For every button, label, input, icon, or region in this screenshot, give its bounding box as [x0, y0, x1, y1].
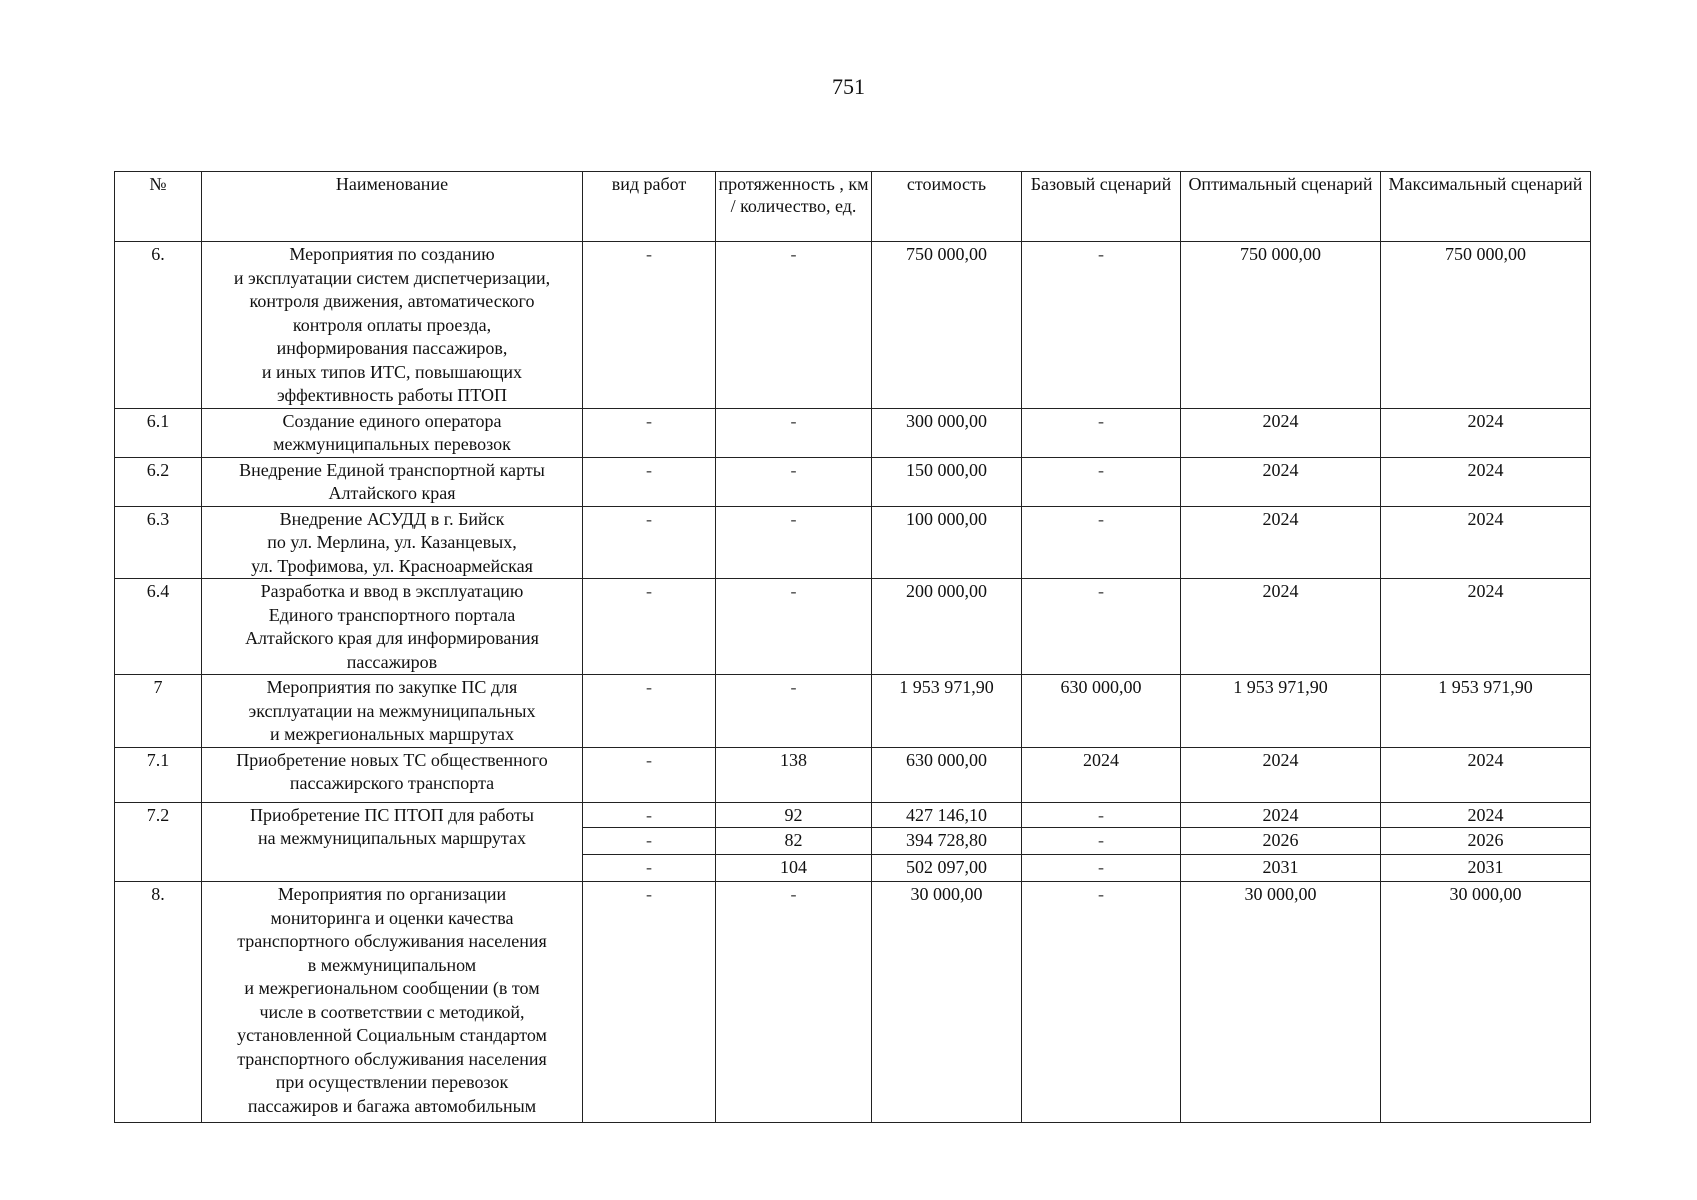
col-header-work-type: вид работ	[583, 172, 716, 242]
cell-length: -	[716, 408, 872, 457]
cell-length: -	[716, 506, 872, 579]
measures-table	[114, 171, 1591, 1123]
cell-optimal: 2024	[1181, 506, 1381, 579]
table-row	[115, 457, 1591, 506]
table-row	[115, 408, 1591, 457]
cell-number: 7.1	[115, 747, 202, 802]
cell-max: 2024	[1381, 579, 1591, 675]
cell-name: Мероприятия по созданию и эксплуатации систем диспетчеризации, контроля движения, автоматического контроля оплаты проезда, информирования пассажиров, и иных типов ИТС, повышающих эффективность работы ПТОП	[202, 242, 583, 409]
cell-length: -	[716, 882, 872, 1123]
header-row	[115, 172, 1591, 242]
cell-cost: 630 000,00	[872, 747, 1022, 802]
page-number: 751	[832, 74, 865, 99]
cell-name: Создание единого оператора межмуниципальных перевозок	[202, 408, 583, 457]
cell-base: -	[1022, 828, 1181, 855]
cell-name: Мероприятия по организации мониторинга и оценки качества транспортного обслуживания населения в межмуниципальном и межрегиональном сообщении (в том числе в соответствии с методикой, установленной Социальным стандартом транспортного обслуживания населения при осуществлении перевозок пассажиров и багажа автомобильным	[202, 882, 583, 1123]
table-row	[115, 802, 1591, 828]
table-row	[115, 506, 1591, 579]
cell-max: 30 000,00	[1381, 882, 1591, 1123]
cell-cost: 502 097,00	[872, 855, 1022, 882]
cell-number: 6.2	[115, 457, 202, 506]
cell-work: -	[583, 855, 716, 882]
cell-max: 2024	[1381, 457, 1591, 506]
cell-base: -	[1022, 457, 1181, 506]
cell-name: Приобретение новых ТС общественного пассажирского транспорта	[202, 747, 583, 802]
col-header-number: №	[115, 172, 202, 242]
cell-name: Внедрение АСУДД в г. Бийск по ул. Мерлина, ул. Казанцевых, ул. Трофимова, ул. Красноармейская	[202, 506, 583, 579]
cell-length: -	[716, 242, 872, 409]
cell-work: -	[583, 675, 716, 748]
cell-work: -	[583, 747, 716, 802]
cell-cost: 394 728,80	[872, 828, 1022, 855]
cell-base: -	[1022, 882, 1181, 1123]
cell-work: -	[583, 802, 716, 828]
cell-cost: 100 000,00	[872, 506, 1022, 579]
cell-number: 6.3	[115, 506, 202, 579]
col-header-optimal: Оптимальный сценарий	[1181, 172, 1381, 242]
col-header-base: Базовый сценарий	[1022, 172, 1181, 242]
cell-cost: 1 953 971,90	[872, 675, 1022, 748]
cell-number: 8.	[115, 882, 202, 1123]
cell-work: -	[583, 828, 716, 855]
col-header-name: Наименование	[202, 172, 583, 242]
cell-number: 6.	[115, 242, 202, 409]
cell-max: 2026	[1381, 828, 1591, 855]
cell-max: 2024	[1381, 408, 1591, 457]
cell-base: -	[1022, 855, 1181, 882]
col-header-max: Максимальный сценарий	[1381, 172, 1591, 242]
cell-work: -	[583, 579, 716, 675]
cell-optimal: 2031	[1181, 855, 1381, 882]
cell-optimal: 2026	[1181, 828, 1381, 855]
cell-base: 630 000,00	[1022, 675, 1181, 748]
cell-max: 1 953 971,90	[1381, 675, 1591, 748]
cell-cost: 750 000,00	[872, 242, 1022, 409]
cell-cost: 150 000,00	[872, 457, 1022, 506]
cell-number: 7	[115, 675, 202, 748]
cell-max: 2024	[1381, 506, 1591, 579]
cell-length: -	[716, 579, 872, 675]
cell-cost: 200 000,00	[872, 579, 1022, 675]
cell-max: 2024	[1381, 802, 1591, 828]
cell-name: Разработка и ввод в эксплуатацию Единого транспортного портала Алтайского края для информирования пассажиров	[202, 579, 583, 675]
cell-base: -	[1022, 579, 1181, 675]
cell-number: 6.1	[115, 408, 202, 457]
table-row	[115, 882, 1591, 1123]
cell-base: 2024	[1022, 747, 1181, 802]
cell-max: 2031	[1381, 855, 1591, 882]
cell-cost: 427 146,10	[872, 802, 1022, 828]
col-header-length: протяженность , км / количество, ед.	[716, 172, 872, 242]
table-row	[115, 579, 1591, 675]
cell-base: -	[1022, 408, 1181, 457]
cell-number: 7.2	[115, 802, 202, 882]
cell-optimal: 750 000,00	[1181, 242, 1381, 409]
cell-length: 104	[716, 855, 872, 882]
cell-length: 92	[716, 802, 872, 828]
cell-length: -	[716, 675, 872, 748]
cell-length: 138	[716, 747, 872, 802]
cell-base: -	[1022, 242, 1181, 409]
cell-work: -	[583, 882, 716, 1123]
cell-name: Приобретение ПС ПТОП для работы на межмуниципальных маршрутах	[202, 802, 583, 882]
cell-work: -	[583, 457, 716, 506]
col-header-cost: стоимость	[872, 172, 1022, 242]
cell-length: -	[716, 457, 872, 506]
cell-optimal: 2024	[1181, 457, 1381, 506]
table-row	[115, 675, 1591, 748]
cell-cost: 30 000,00	[872, 882, 1022, 1123]
cell-optimal: 30 000,00	[1181, 882, 1381, 1123]
cell-work: -	[583, 506, 716, 579]
table-row	[115, 747, 1591, 802]
cell-optimal: 2024	[1181, 802, 1381, 828]
cell-length: 82	[716, 828, 872, 855]
cell-work: -	[583, 408, 716, 457]
cell-cost: 300 000,00	[872, 408, 1022, 457]
cell-optimal: 2024	[1181, 408, 1381, 457]
table-row	[115, 242, 1591, 409]
cell-name: Внедрение Единой транспортной карты Алтайского края	[202, 457, 583, 506]
cell-optimal: 2024	[1181, 579, 1381, 675]
cell-work: -	[583, 242, 716, 409]
cell-number: 6.4	[115, 579, 202, 675]
cell-max: 750 000,00	[1381, 242, 1591, 409]
cell-max: 2024	[1381, 747, 1591, 802]
cell-name: Мероприятия по закупке ПС для эксплуатации на межмуниципальных и межрегиональных маршрутах	[202, 675, 583, 748]
cell-base: -	[1022, 802, 1181, 828]
cell-base: -	[1022, 506, 1181, 579]
cell-optimal: 1 953 971,90	[1181, 675, 1381, 748]
cell-optimal: 2024	[1181, 747, 1381, 802]
